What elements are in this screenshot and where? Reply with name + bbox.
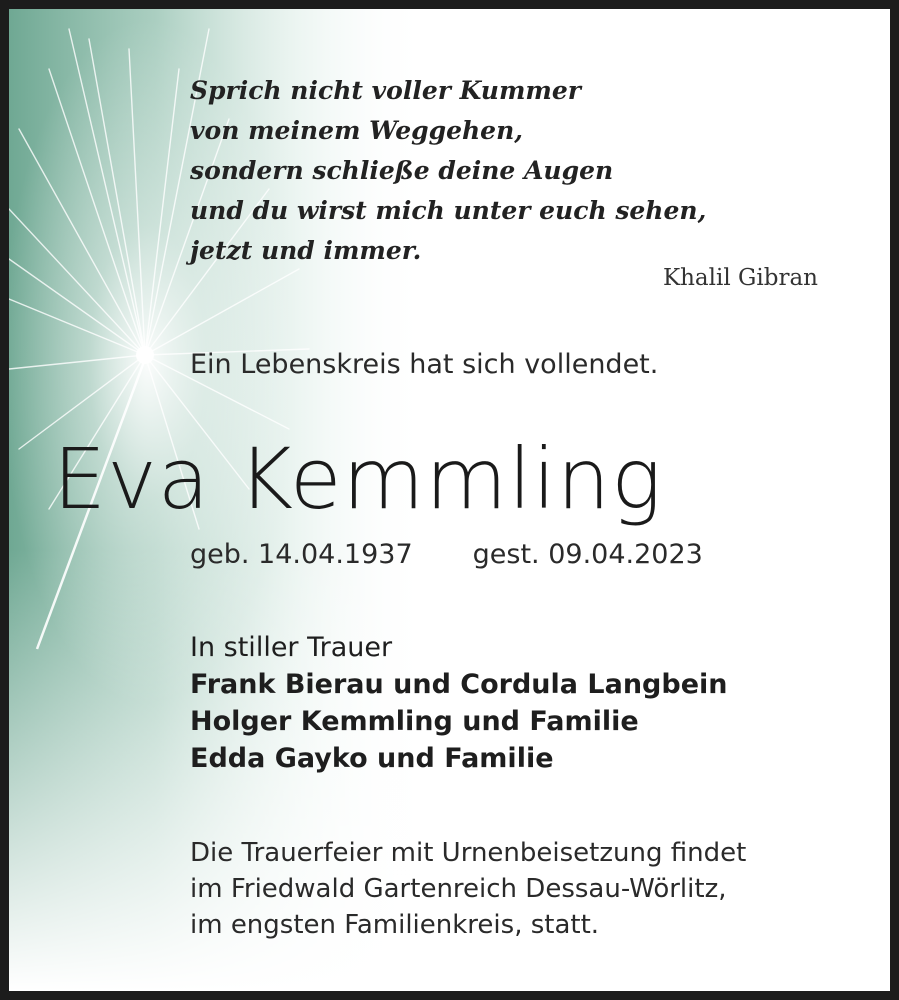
service-line: im Friedwald Gartenreich Dessau-Wörlitz, <box>190 874 727 904</box>
death-date: gest. 09.04.2023 <box>472 539 703 570</box>
poem <box>190 71 706 271</box>
poem-line: jetzt und immer. <box>190 236 422 265</box>
poem-line: sondern schließe deine Augen <box>190 156 614 185</box>
service-info <box>190 835 746 943</box>
birth-date: geb. 14.04.1937 <box>190 539 413 570</box>
obituary-content <box>9 9 890 991</box>
life-dates <box>190 539 703 570</box>
deceased-name: Eva Kemmling <box>53 430 663 528</box>
poem-line: und du wirst mich unter euch sehen, <box>190 196 707 225</box>
poem-line: von meinem Weggehen, <box>190 116 523 145</box>
poem-author: Khalil Gibran <box>662 265 818 291</box>
mourners-block <box>190 629 728 777</box>
service-line: Die Trauerfeier mit Urnenbeisetzung findet <box>190 838 747 868</box>
service-line: im engsten Familienkreis, statt. <box>190 910 600 940</box>
mourner-name: Frank Bierau und Cordula Langbein <box>190 669 728 700</box>
mourner-name: Holger Kemmling und Familie <box>190 706 639 737</box>
mourners-label: In stiller Trauer <box>190 632 393 663</box>
mourner-name: Edda Gayko und Familie <box>190 743 554 774</box>
intro-text: Ein Lebenskreis hat sich vollendet. <box>190 349 659 380</box>
poem-line: Sprich nicht voller Kummer <box>190 76 581 105</box>
